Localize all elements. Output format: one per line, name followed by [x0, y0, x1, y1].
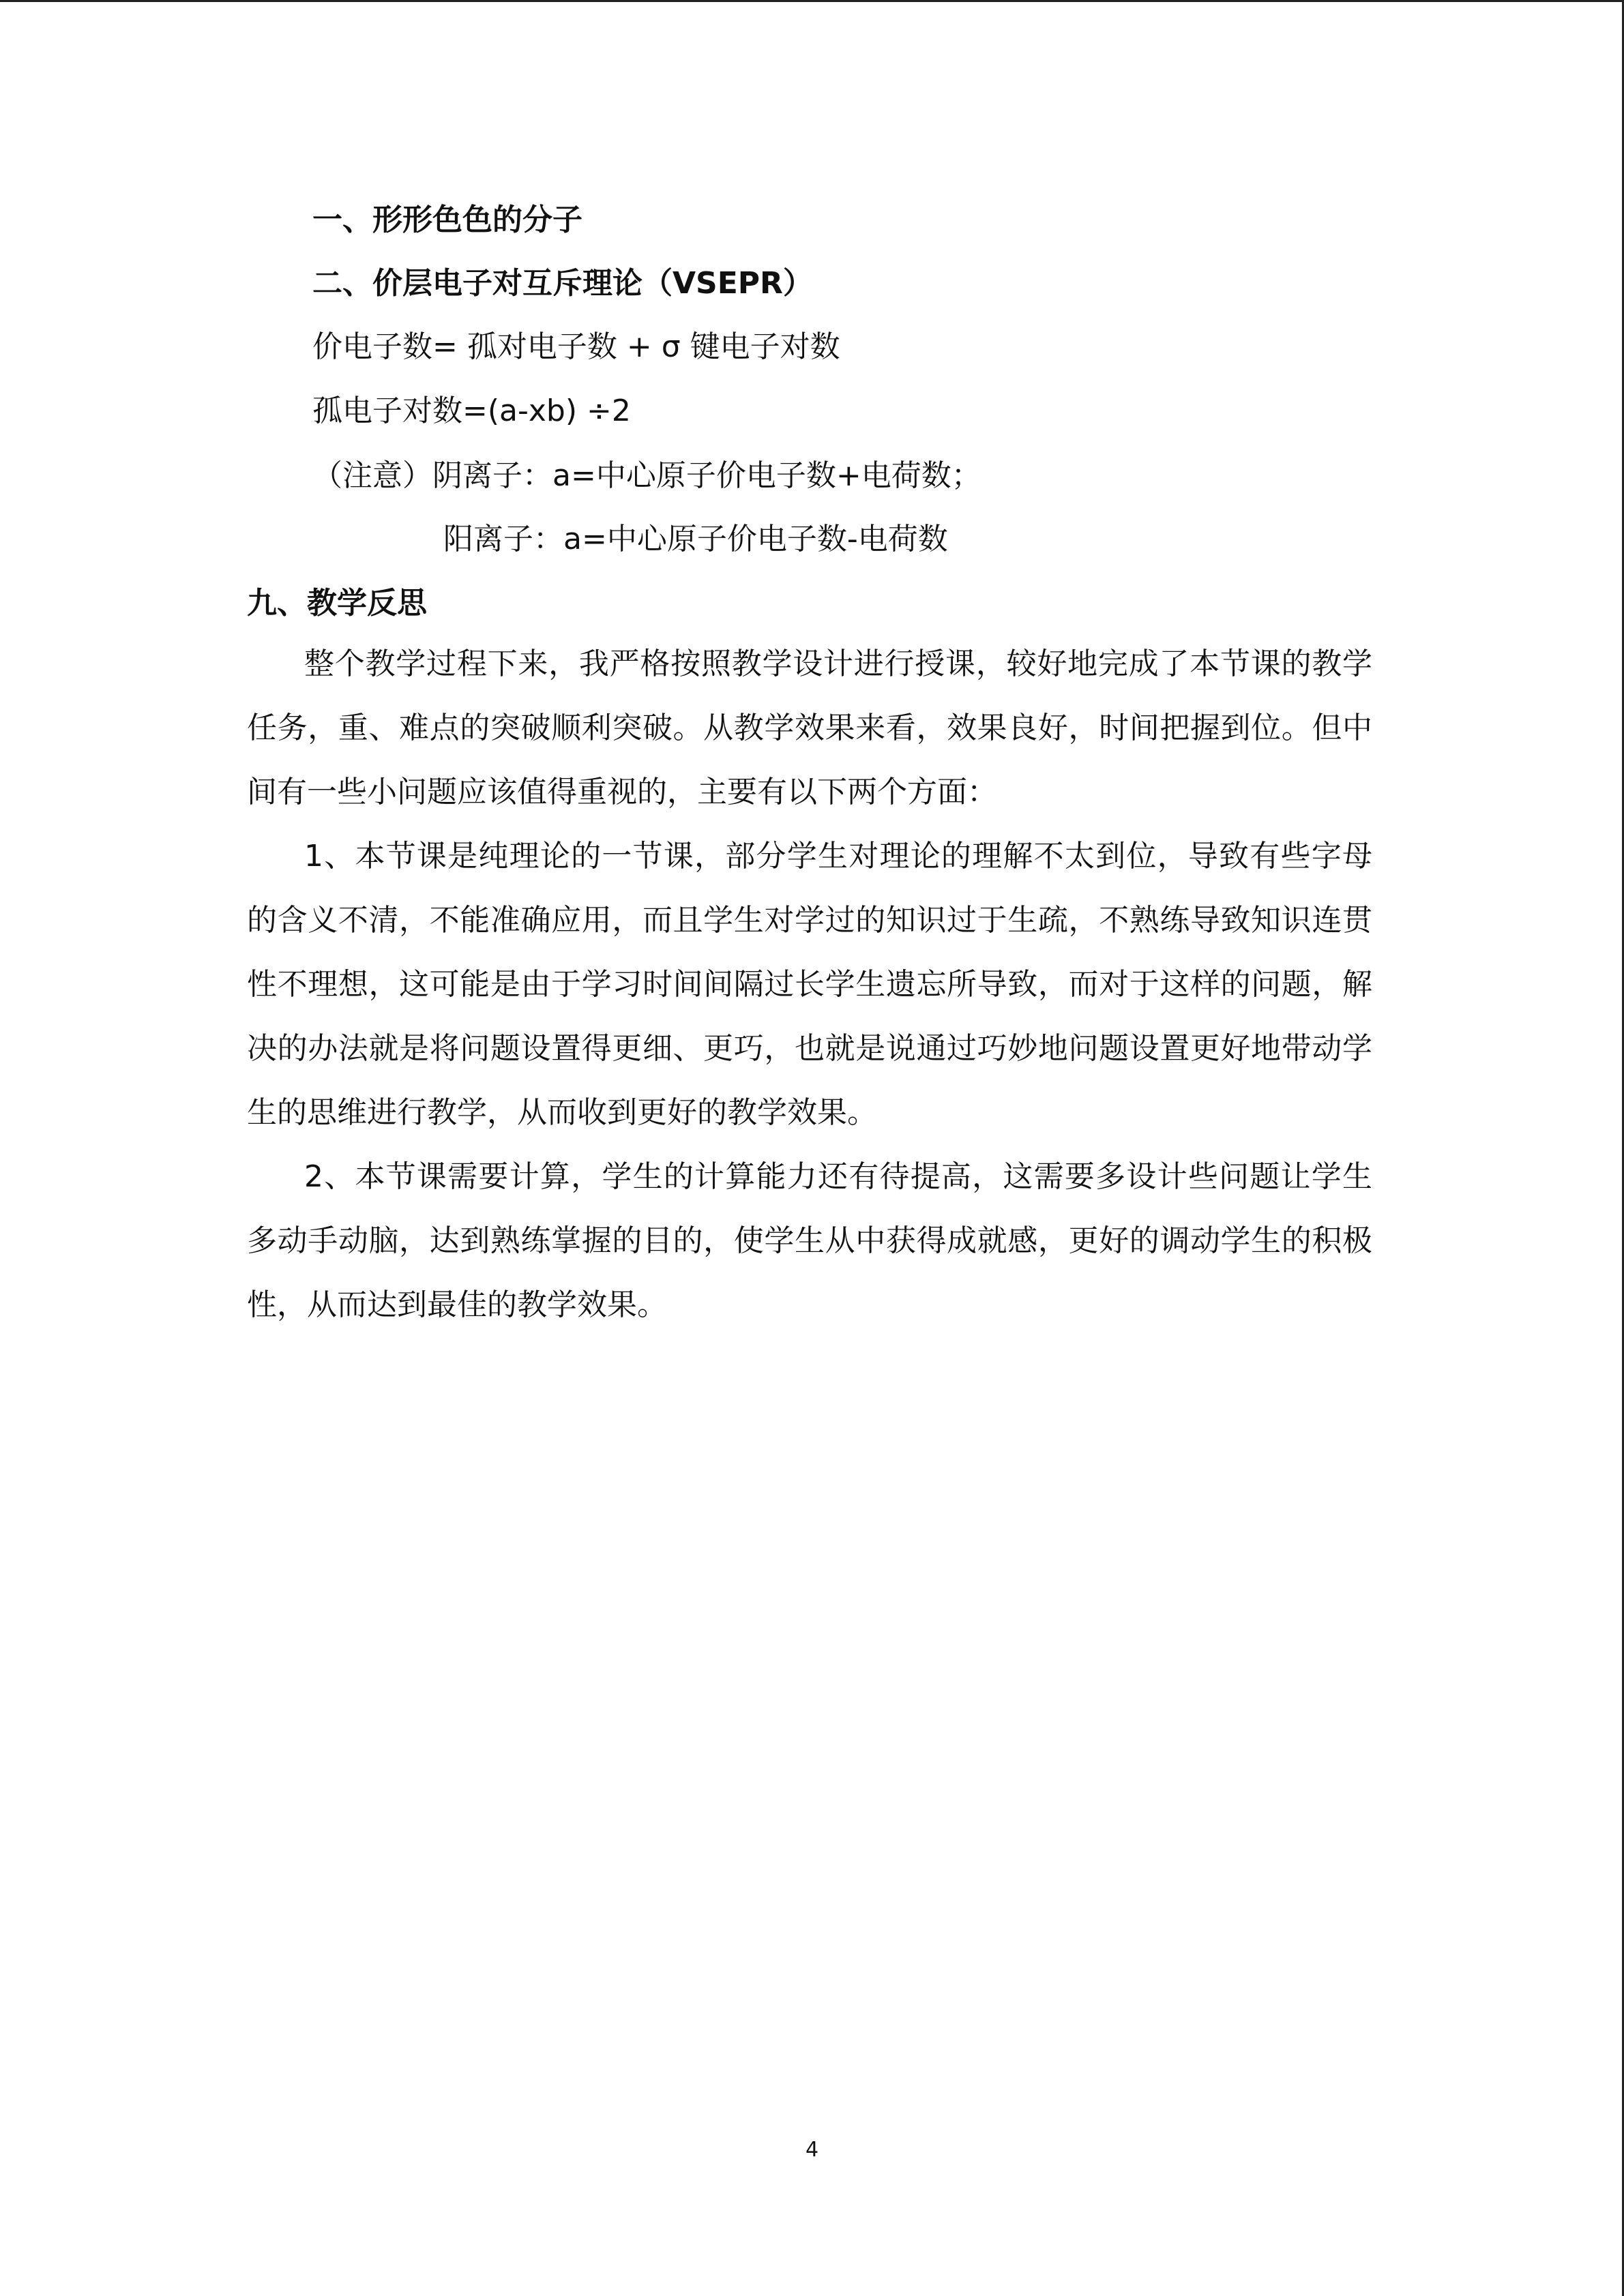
page-number: 4 [805, 2138, 819, 2162]
reflection-paragraph-point-2: 2、本节课需要计算，学生的计算能力还有待提高，这需要多设计些问题让学生多动手动脑，达到熟练掌握的目的，使学生从中获得成就感，更好的调动学生的积极性，从而达到最佳的教学效果。 [247, 1159, 1372, 1322]
section-title-reflection: 九、教学反思 [247, 586, 427, 621]
heading-vsepr: 二、价层电子对互斥理论（VSEPR） [312, 266, 813, 301]
note-cation: 阳离子：a=中心原子价电子数-电荷数 [443, 522, 948, 556]
formula-lone-pairs: 孤电子对数=(a-xb) ÷2 [312, 393, 631, 428]
reflection-paragraph-intro: 整个教学过程下来，我严格按照教学设计进行授课，较好地完成了本节课的教学任务，重、难点的突破顺利突破。从教学效果来看，效果良好，时间把握到位。但中间有一些小问题应该值得重视的，主要有以下两个方面： [247, 646, 1372, 809]
formula-valence-pairs: 价电子数= 孤对电子数 + σ 键电子对数 [312, 329, 840, 364]
heading-molecules: 一、形形色色的分子 [312, 203, 582, 237]
note-anion: （注意）阴离子：a=中心原子价电子数+电荷数； [312, 458, 981, 493]
reflection-paragraph-point-1: 1、本节课是纯理论的一节课，部分学生对理论的理解不太到位，导致有些字母的含义不清，不能准确应用，而且学生对学过的知识过于生疏，不熟练导致知识连贯性不理想，这可能是由于学习时间间隔过长学生遗忘所导致，而对于这样的问题，解决的办法就是将问题设置得更细、更巧，也就是说通过巧妙地问题设置更好地带动学生的思维进行教学，从而收到更好的教学效果。 [247, 839, 1372, 1130]
